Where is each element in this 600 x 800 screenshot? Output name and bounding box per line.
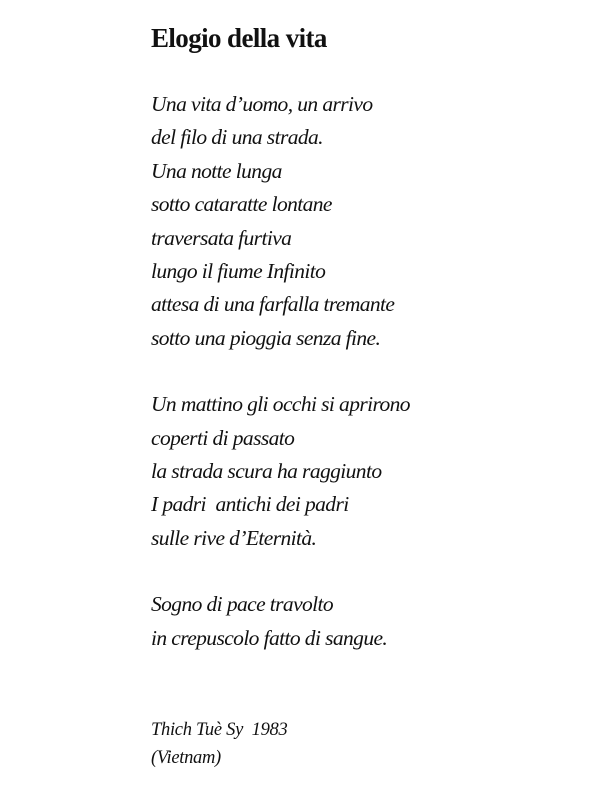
stanza-1 — [151, 88, 581, 355]
poem-body — [151, 88, 581, 688]
poem-line: sotto una pioggia senza fine. — [151, 325, 381, 350]
author-signature — [151, 716, 287, 772]
poem-line: lungo il fiume Infinito — [151, 259, 326, 284]
poem-line: attesa di una farfalla tremante — [151, 292, 395, 317]
poem-line: del filo di una strada. — [151, 125, 323, 150]
poem-line: traversata furtiva — [151, 225, 292, 250]
poem-line: Una vita d’uomo, un arrivo — [151, 92, 373, 116]
stanza-2 — [151, 388, 581, 555]
author-line: Thich Tuè Sy 1983 — [151, 720, 288, 740]
poem-line: Una notte lunga — [151, 158, 282, 183]
poem-line: sotto cataratte lontane — [151, 192, 332, 217]
poem-line: I padri antichi dei padri — [151, 492, 349, 517]
poem-line: in crepuscolo fatto di sangue. — [151, 625, 388, 650]
poem-line: coperti di passato — [151, 425, 295, 450]
poem-line: la strada scura ha raggiunto — [151, 459, 382, 484]
poem-line: Un mattino gli occhi si aprirono — [151, 392, 410, 417]
poem-line: Sogno di pace travolto — [151, 592, 334, 617]
poem-title: Elogio della vita — [151, 23, 327, 53]
country-line: (Vietnam) — [151, 748, 221, 768]
stanza-3 — [151, 588, 581, 655]
poem-line: sulle rive d’Eternità. — [151, 525, 317, 550]
